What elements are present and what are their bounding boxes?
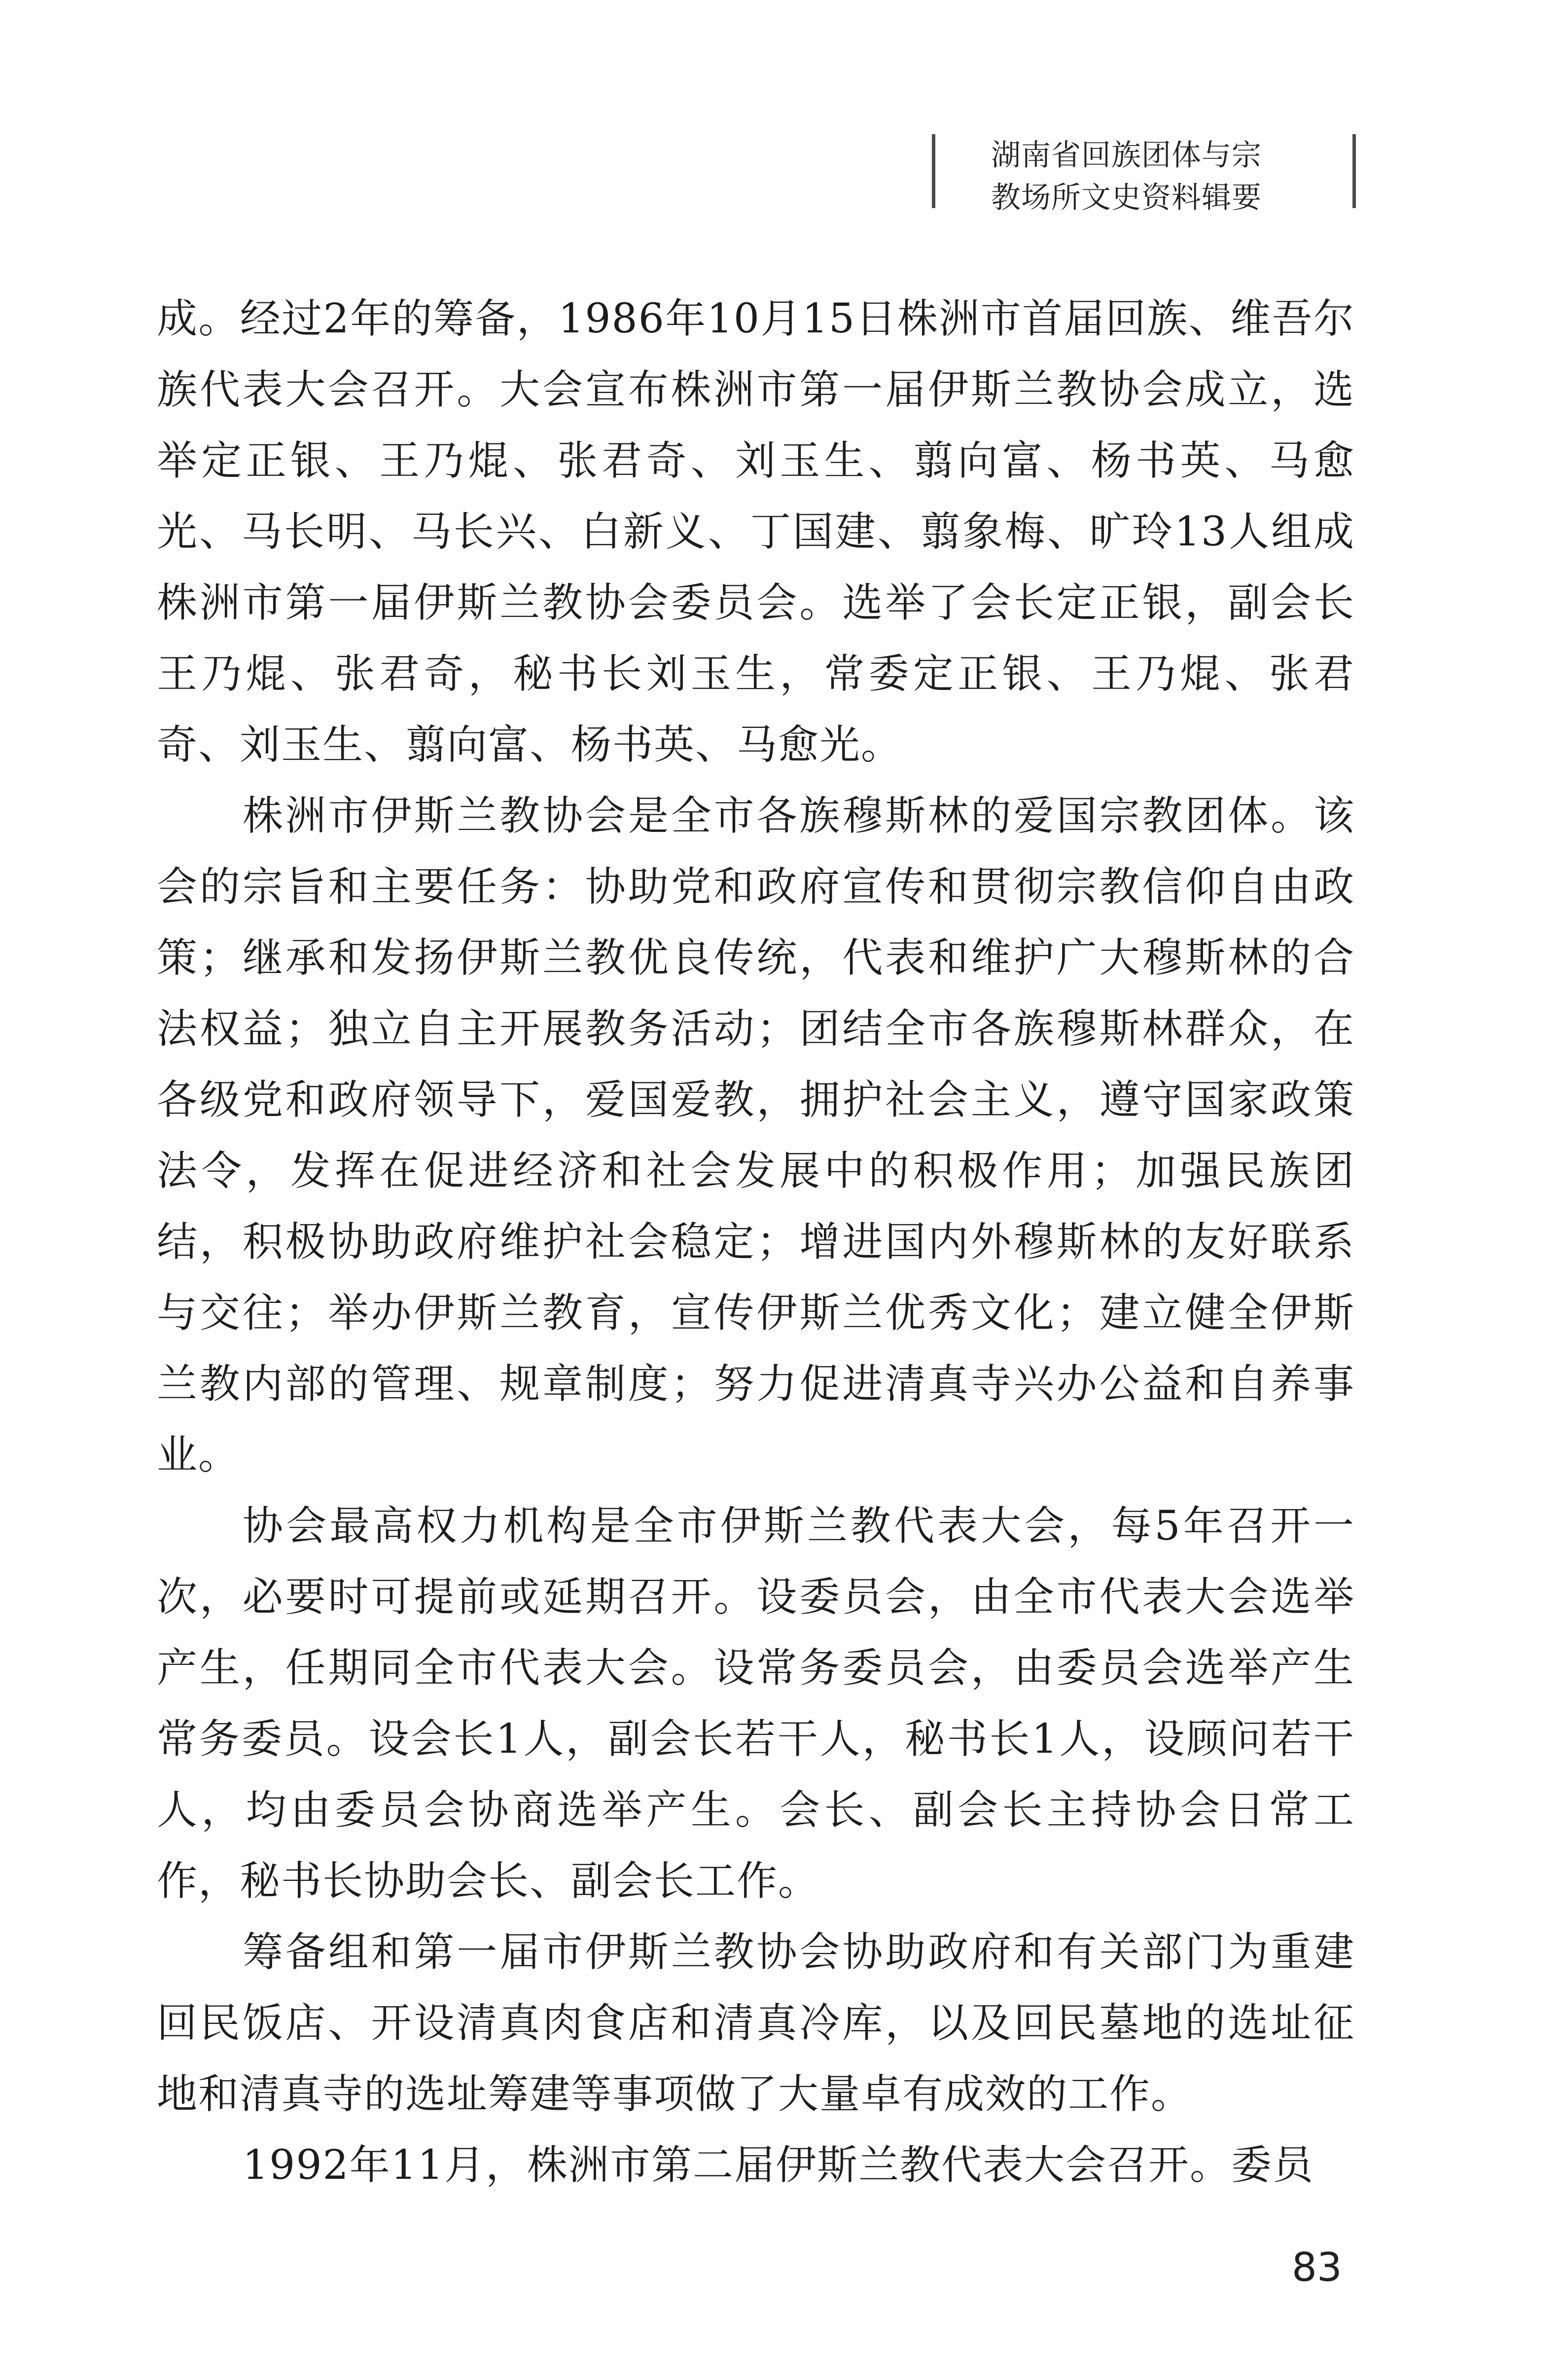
page-number: 83 — [1292, 2244, 1342, 2290]
paragraph-5: 1992年11月，株洲市第二届伊斯兰教代表大会召开。委员 — [243, 2142, 1314, 2189]
header-title-line-2: 教场所文史资料辑要 — [991, 180, 1262, 215]
header-left-rule — [932, 134, 935, 208]
body-text — [157, 284, 1355, 2201]
paragraph-2: 株洲市伊斯兰教协会是全市各族穆斯林的爱国宗教团体。该会的宗旨和主要任务：协助党和政府宣传和贯彻宗教信仰自由政策；继承和发扬伊斯兰教优良传统，代表和维护广大穆斯林的合法权益；独立自主开展教务活动；团结全市各族穆斯林群众，在各级党和政府领导下，爱国爱教，拥护社会主义，遵守国家政策法令，发挥在促进经济和社会发展中的积极作用；加强民族团结，积极协助政府维护社会稳定；增进国内外穆斯林的友好联系与交往；举办伊斯兰教育，宣传伊斯兰优秀文化；建立健全伊斯兰教内部的管理、规章制度；努力促进清真寺兴办公益和自养事业。 — [157, 793, 1355, 1478]
header-right-rule — [1352, 134, 1356, 208]
paragraph-4: 筹备组和第一届市伊斯兰教协会协助政府和有关部门为重建回民饭店、开设清真肉食店和清真冷库，以及回民墓地的选址征地和清真寺的选址筹建等事项做了大量卓有成效的工作。 — [157, 1929, 1355, 2118]
paragraph-1: 成。经过2年的筹备，1986年10月15日株洲市首届回族、维吾尔族代表大会召开。大会宣布株洲市第一届伊斯兰教协会成立，选举定正银、王乃焜、张君奇、刘玉生、翦向富、杨书英、马愈光、马长明、马长兴、白新义、丁国建、翦象梅、旷玲13人组成株洲市第一届伊斯兰教协会委员会。选举了会长定正银，副会长王乃焜、张君奇，秘书长刘玉生，常委定正银、王乃焜、张君奇、刘玉生、翦向富、杨书英、马愈光。 — [157, 295, 1355, 768]
running-header — [932, 134, 1356, 218]
header-title — [991, 134, 1262, 219]
header-title-line-1: 湖南省回族团体与宗 — [991, 138, 1262, 173]
paragraph-3: 协会最高权力机构是全市伊斯兰教代表大会，每5年召开一次，必要时可提前或延期召开。设委员会，由全市代表大会选举产生，任期同全市代表大会。设常务委员会，由委员会选举产生常务委员。设会长1人，副会长若干人，秘书长1人，设顾问若干人，均由委员会协商选举产生。会长、副会长主持协会日常工作，秘书长协助会长、副会长工作。 — [157, 1503, 1355, 1905]
